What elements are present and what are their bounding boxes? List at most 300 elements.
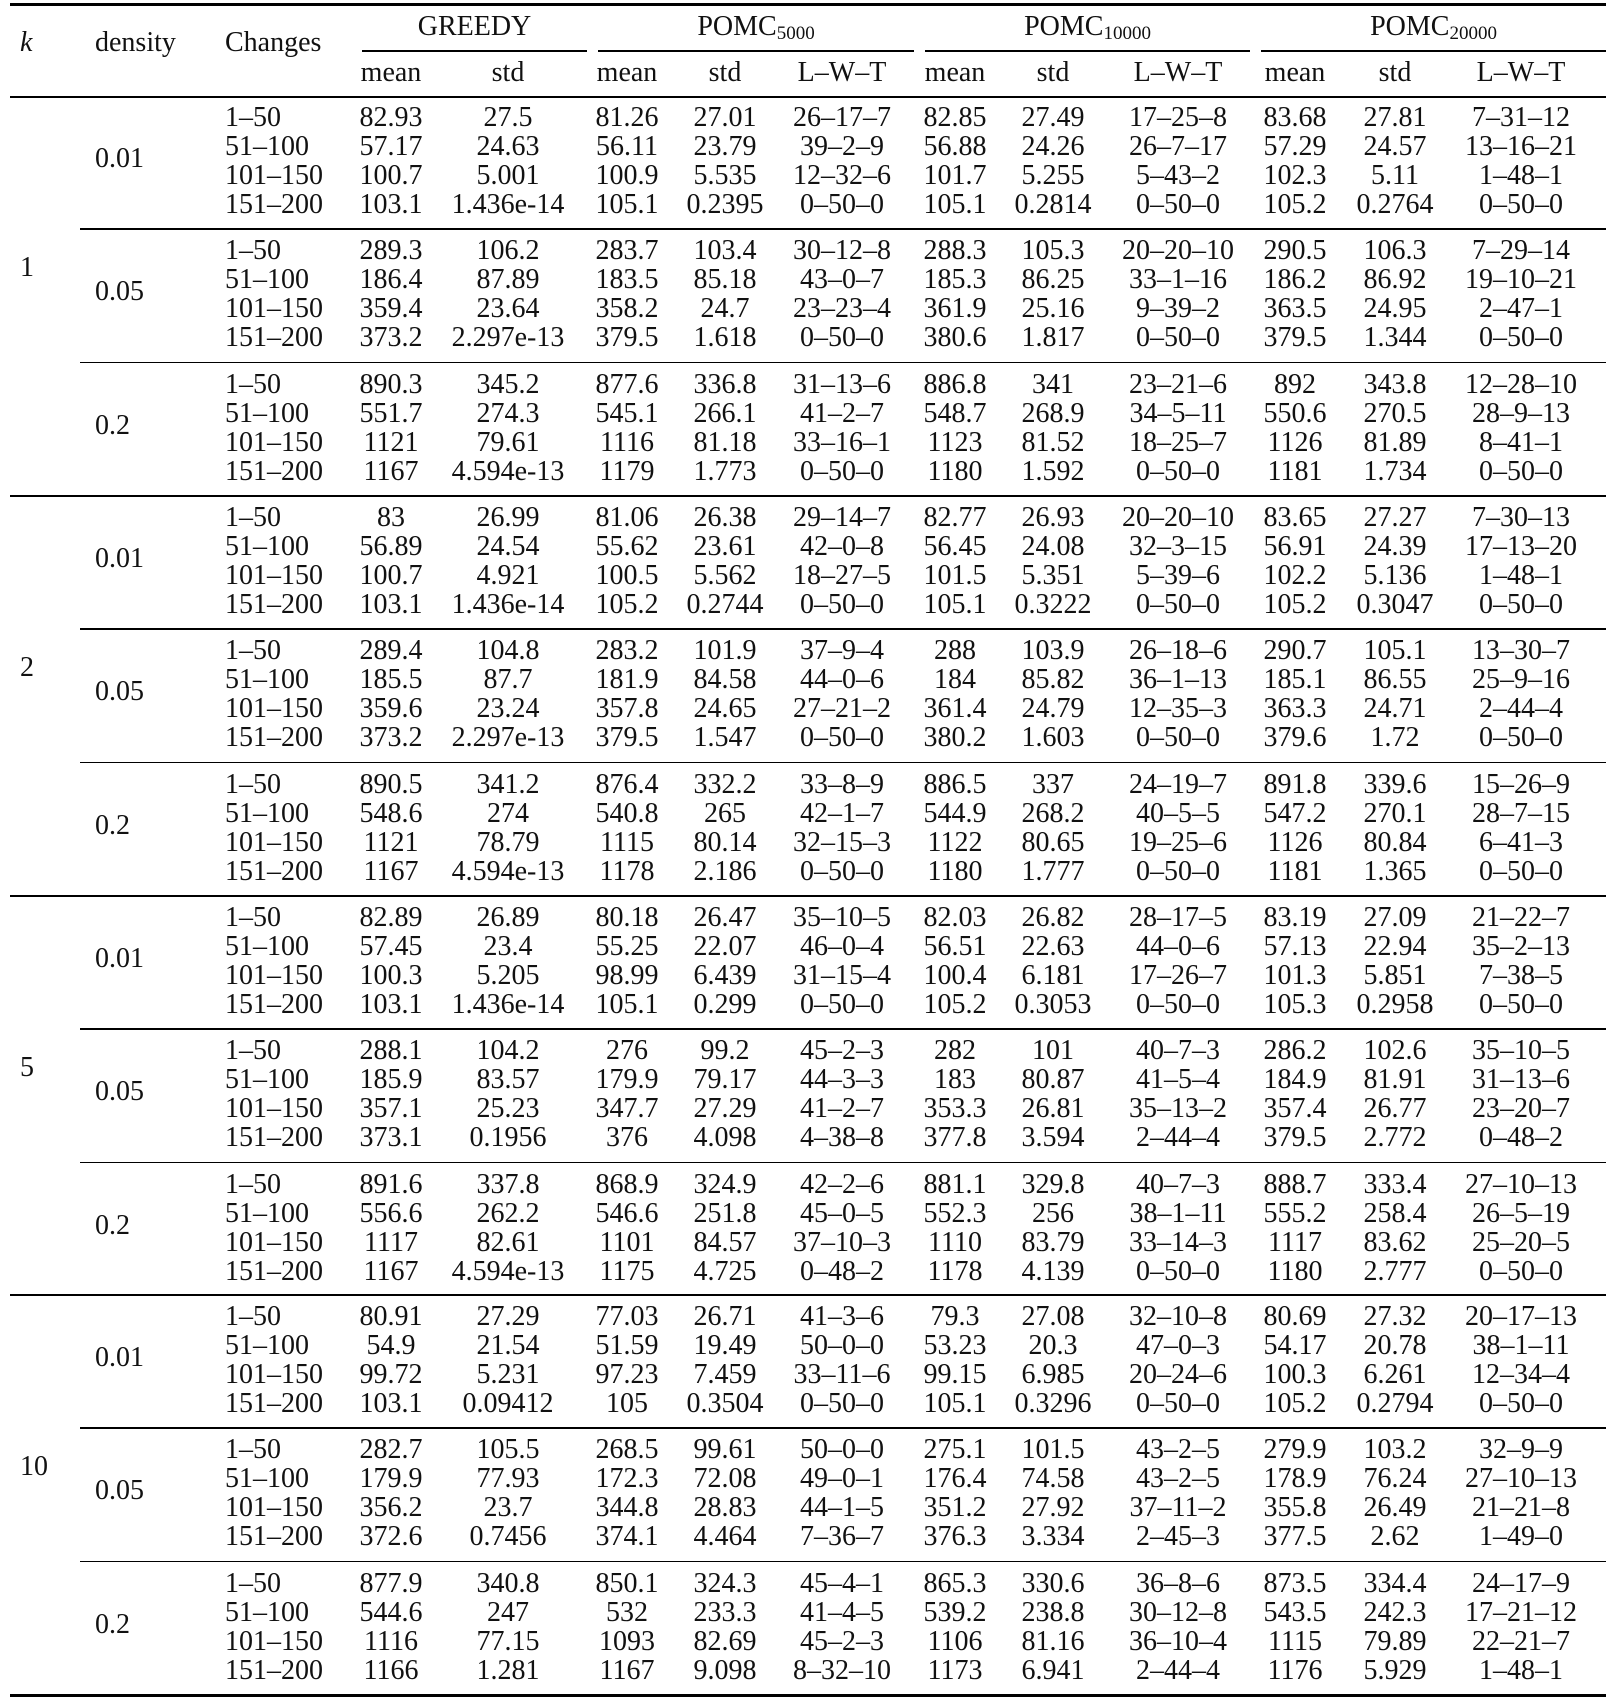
density-group-rule [80,1162,1606,1164]
table-cell: 1179 [599,455,655,487]
table-cell: 24.63 [476,131,540,162]
k-group-rule [10,1294,1606,1296]
table-cell: 24–19–7 [1129,768,1227,800]
table-cell: 85.18 [693,264,757,296]
table-cell: 178.9 [1263,1463,1327,1495]
table-cell: 0.3222 [1014,589,1092,620]
table-cell: 37–9–4 [800,635,884,667]
changes-cell: 151–200 [225,455,323,487]
table-cell: 83.62 [1363,1226,1427,1258]
changes-cell: 1–50 [225,768,281,800]
table-cell: 84.57 [693,1226,757,1258]
table-cell: 56.91 [1263,531,1327,562]
table-cell: 23–23–4 [793,293,891,325]
table-cell: 359.4 [359,293,423,325]
table-cell: 45–4–1 [800,1567,884,1599]
table-cell: 81.91 [1363,1064,1427,1096]
table-cell: 100.4 [923,960,987,991]
table-cell: 1178 [927,1255,983,1287]
table-cell: 1181 [1267,455,1323,487]
table-cell: 256 [1032,1197,1074,1229]
table-cell: 4.921 [476,560,540,591]
changes-cell: 151–200 [225,189,323,220]
table-cell: 101.3 [1263,960,1327,991]
density-value: 0.01 [95,543,144,574]
changes-cell: 51–100 [225,1197,309,1229]
changes-cell: 101–150 [225,1226,323,1258]
table-cell: 26.89 [476,902,540,933]
changes-cell: 151–200 [225,1654,323,1686]
table-cell: 2.62 [1370,1521,1420,1553]
density-value: 0.01 [95,1342,144,1373]
table-cell: 24.54 [476,531,540,562]
table-cell: 1.618 [693,322,757,354]
table-cell: 43–2–5 [1136,1434,1220,1466]
table-cell: 185.5 [359,664,423,696]
table-cell: 345.2 [476,368,540,400]
table-cell: 332.2 [693,768,757,800]
table-cell: 0.299 [693,989,757,1020]
table-cell: 890.3 [359,368,423,400]
table-cell: 258.4 [1363,1197,1427,1229]
table-cell: 21–22–7 [1472,902,1570,933]
table-cell: 13–30–7 [1472,635,1570,667]
table-cell: 27–10–13 [1465,1168,1577,1200]
table-cell: 44–0–6 [800,664,884,696]
table-cell: 1123 [927,426,983,458]
table-cell: 22–21–7 [1472,1625,1570,1657]
changes-cell: 151–200 [225,855,323,887]
table-cell: 57.17 [359,131,423,162]
table-cell: 5.11 [1371,160,1419,191]
table-cell: 1121 [363,426,419,458]
table-cell: 56.51 [923,931,987,962]
table-cell: 35–2–13 [1472,931,1570,962]
table-cell: 184.9 [1263,1064,1327,1096]
changes-cell: 101–150 [225,560,323,591]
table-cell: 17–25–8 [1129,102,1227,133]
table-cell: 57.45 [359,931,423,962]
table-cell: 4–38–8 [800,1122,884,1154]
table-cell: 29–14–7 [793,502,891,533]
table-cell: 5.255 [1021,160,1085,191]
table-cell: 102.3 [1263,160,1327,191]
table-cell: 379.5 [595,322,659,354]
table-cell: 7–36–7 [800,1521,884,1553]
table-cell: 27.32 [1363,1301,1427,1332]
table-cell: 247 [487,1596,529,1628]
table-cell: 0–50–0 [1479,722,1563,754]
table-cell: 55.62 [595,531,659,562]
table-cell: 24.65 [693,693,757,725]
table-cell: 42–1–7 [800,797,884,829]
table-cell: 1.773 [693,455,757,487]
table-cell: 5.136 [1363,560,1427,591]
table-cell: 57.13 [1263,931,1327,962]
subheader-2: mean [596,57,658,88]
changes-cell: 151–200 [225,989,323,1020]
table-cell: 2–44–4 [1479,693,1563,725]
table-cell: 2.297e-13 [451,722,565,754]
changes-cell: 151–200 [225,1255,323,1287]
table-cell: 83.57 [476,1064,540,1096]
table-cell: 85.82 [1021,664,1085,696]
changes-cell: 51–100 [225,931,309,962]
table-cell: 4.464 [693,1521,757,1553]
table-cell: 20–17–13 [1465,1301,1577,1332]
table-cell: 36–1–13 [1129,664,1227,696]
changes-cell: 101–150 [225,160,323,191]
table-cell: 45–2–3 [800,1625,884,1657]
changes-cell: 51–100 [225,797,309,829]
table-cell: 38–1–11 [1129,1197,1227,1229]
changes-cell: 101–150 [225,293,323,325]
table-cell: 26.93 [1021,502,1085,533]
table-cell: 185.3 [923,264,987,296]
table-cell: 1115 [600,826,654,858]
table-cell: 337 [1032,768,1074,800]
table-cell: 105.2 [1263,189,1327,220]
table-cell: 270.5 [1363,397,1427,429]
changes-cell: 51–100 [225,1596,309,1628]
table-cell: 0–50–0 [800,1388,884,1419]
table-cell: 103.4 [693,235,757,267]
table-cell: 356.2 [359,1492,423,1524]
table-cell: 36–8–6 [1136,1567,1220,1599]
table-cell: 4.594e-13 [451,1255,565,1287]
bottom-rule [10,1694,1606,1697]
table-cell: 41–5–4 [1136,1064,1220,1096]
table-cell: 0–50–0 [800,455,884,487]
density-group-rule [80,628,1606,630]
k-value: 10 [20,1451,48,1482]
table-cell: 2.772 [1363,1122,1427,1154]
density-value: 0.01 [95,143,144,174]
table-cell: 22.07 [693,931,757,962]
table-cell: 82.77 [923,502,987,533]
table-cell: 0–50–0 [1479,189,1563,220]
table-cell: 179.9 [595,1064,659,1096]
subheader-9: std [1378,57,1412,88]
table-cell: 49–0–1 [800,1463,884,1495]
table-cell: 0.2744 [686,589,764,620]
table-cell: 0–50–0 [1479,1388,1563,1419]
density-value: 0.05 [95,276,144,308]
changes-cell: 51–100 [225,664,309,696]
header-rule [10,96,1606,98]
table-cell: 888.7 [1263,1168,1327,1200]
header-k: k [20,27,33,58]
subheader-7: L–W–T [1133,57,1223,88]
table-cell: 46–0–4 [800,931,884,962]
table-cell: 100.9 [595,160,659,191]
table-cell: 100.5 [595,560,659,591]
table-cell: 97.23 [595,1359,659,1390]
table-cell: 282 [934,1035,976,1067]
table-cell: 3.594 [1021,1122,1085,1154]
table-cell: 1–48–1 [1479,1654,1563,1686]
table-cell: 23–21–6 [1129,368,1227,400]
table-cell: 100.7 [359,560,423,591]
table-cell: 83.79 [1021,1226,1085,1258]
table-cell: 53.23 [923,1330,987,1361]
table-cell: 31–13–6 [793,368,891,400]
table-cell: 7–30–13 [1472,502,1570,533]
changes-cell: 101–150 [225,426,323,458]
table-cell: 82.93 [359,102,423,133]
table-cell: 100.7 [359,160,423,191]
table-cell: 1.603 [1021,722,1085,754]
table-cell: 2–44–4 [1136,1654,1220,1686]
table-cell: 372.6 [359,1521,423,1553]
table-cell: 32–9–9 [1479,1434,1563,1466]
table-cell: 41–2–7 [800,397,884,429]
table-cell: 84.58 [693,664,757,696]
table-cell: 81.16 [1021,1625,1085,1657]
table-cell: 56.89 [359,531,423,562]
table-cell: 104.8 [476,635,540,667]
table-cell: 80.65 [1021,826,1085,858]
table-cell: 8–41–1 [1479,426,1563,458]
table-cell: 274 [487,797,529,829]
table-cell: 40–7–3 [1136,1168,1220,1200]
density-value: 0.05 [95,1475,144,1507]
k-value: 5 [20,1052,34,1083]
table-cell: 1106 [927,1625,983,1657]
table-cell: 103.2 [1363,1434,1427,1466]
table-cell: 324.9 [693,1168,757,1200]
table-cell: 289.4 [359,635,423,667]
table-cell: 351.2 [923,1492,987,1524]
k-group-rule [10,895,1606,897]
table-cell: 886.8 [923,368,987,400]
table-cell: 5.351 [1021,560,1085,591]
table-cell: 379.5 [1263,1122,1327,1154]
table-cell: 0–50–0 [1136,455,1220,487]
table-cell: 865.3 [923,1567,987,1599]
table-cell: 1.436e-14 [451,989,565,1020]
table-cell: 4.098 [693,1122,757,1154]
table-cell: 892 [1274,368,1316,400]
table-cell: 24.26 [1021,131,1085,162]
table-cell: 344.8 [595,1492,659,1524]
table-cell: 56.11 [596,131,658,162]
table-cell: 290.7 [1263,635,1327,667]
table-cell: 103.1 [359,189,423,220]
table-cell: 80.14 [693,826,757,858]
table-cell: 1166 [363,1654,419,1686]
subheader-3: std [708,57,742,88]
table-cell: 20–24–6 [1129,1359,1227,1390]
table-cell: 1.734 [1363,455,1427,487]
table-cell: 26.49 [1363,1492,1427,1524]
table-cell: 539.2 [923,1596,987,1628]
table-cell: 18–27–5 [793,560,891,591]
subheader-5: mean [924,57,986,88]
table-cell: 33–1–16 [1129,264,1227,296]
table-cell: 1.72 [1370,722,1420,754]
table-cell: 1175 [599,1255,655,1287]
table-cell: 105.1 [1363,635,1427,667]
table-cell: 81.06 [595,502,659,533]
table-cell: 40–5–5 [1136,797,1220,829]
changes-cell: 1–50 [225,1301,281,1332]
table-cell: 27.5 [483,102,533,133]
table-cell: 0.1956 [469,1122,547,1154]
table-cell: 274.3 [476,397,540,429]
table-cell: 0.7456 [469,1521,547,1553]
table-cell: 547.2 [1263,797,1327,829]
table-cell: 1173 [927,1654,983,1686]
table-cell: 43–0–7 [800,264,884,296]
table-cell: 83.19 [1263,902,1327,933]
table-cell: 289.3 [359,235,423,267]
table-cell: 82.89 [359,902,423,933]
density-group-rule [80,1427,1606,1429]
table-cell: 186.4 [359,264,423,296]
table-cell: 0.09412 [462,1388,554,1419]
table-cell: 77.03 [595,1301,659,1332]
table-cell: 83 [377,502,405,533]
table-cell: 7–38–5 [1479,960,1563,991]
table-cell: 20–20–10 [1122,235,1234,267]
table-cell: 24.95 [1363,293,1427,325]
table-cell: 0–50–0 [1479,322,1563,354]
table-cell: 0.3047 [1356,589,1434,620]
table-cell: 27.29 [693,1093,757,1125]
table-cell: 881.1 [923,1168,987,1200]
table-cell: 339.6 [1363,768,1427,800]
table-cell: 44–1–5 [800,1492,884,1524]
table-cell: 27.29 [476,1301,540,1332]
table-cell: 1.436e-14 [451,189,565,220]
table-cell: 7.459 [693,1359,757,1390]
changes-cell: 1–50 [225,1035,281,1067]
table-cell: 0–50–0 [800,189,884,220]
table-cell: 0.3296 [1014,1388,1092,1419]
table-cell: 101.5 [923,560,987,591]
table-cell: 556.6 [359,1197,423,1229]
table-cell: 1178 [599,855,655,887]
table-cell: 27.01 [693,102,757,133]
table-cell: 251.8 [693,1197,757,1229]
table-cell: 183 [934,1064,976,1096]
table-cell: 99.72 [359,1359,423,1390]
table-cell: 105.1 [595,189,659,220]
table-cell: 18–25–7 [1129,426,1227,458]
table-cell: 28.83 [693,1492,757,1524]
table-cell: 552.3 [923,1197,987,1229]
table-cell: 99.15 [923,1359,987,1390]
table-cell: 545.1 [595,397,659,429]
table-cell: 25.23 [476,1093,540,1125]
table-cell: 334.4 [1363,1567,1427,1599]
table-cell: 35–10–5 [793,902,891,933]
changes-cell: 101–150 [225,1625,323,1657]
table-cell: 4.725 [693,1255,757,1287]
table-cell: 546.6 [595,1197,659,1229]
table-cell: 268.9 [1021,397,1085,429]
table-cell: 0–48–2 [800,1255,884,1287]
table-cell: 105.2 [595,589,659,620]
table-cell: 340.8 [476,1567,540,1599]
table-cell: 25–9–16 [1472,664,1570,696]
table-cell: 105.2 [923,989,987,1020]
table-cell: 288 [934,635,976,667]
subheader-8: mean [1264,57,1326,88]
table-cell: 361.9 [923,293,987,325]
table-cell: 77.93 [476,1463,540,1495]
table-cell: 186.2 [1263,264,1327,296]
table-cell: 26.81 [1021,1093,1085,1125]
table-cell: 337.8 [476,1168,540,1200]
table-cell: 0.2764 [1356,189,1434,220]
table-cell: 1181 [1267,855,1323,887]
table-cell: 8–32–10 [793,1654,891,1686]
table-cell: 28–9–13 [1472,397,1570,429]
table-cell: 100.3 [1263,1359,1327,1390]
table-cell: 1176 [1267,1654,1323,1686]
table-cell: 0–50–0 [800,322,884,354]
table-cell: 87.89 [476,264,540,296]
table-cell: 379.5 [1263,322,1327,354]
table-cell: 1122 [927,826,983,858]
table-cell: 532 [606,1596,648,1628]
table-cell: 353.3 [923,1093,987,1125]
table-cell: 102.6 [1363,1035,1427,1067]
table-cell: 1–48–1 [1479,560,1563,591]
table-cell: 44–0–6 [1136,931,1220,962]
table-cell: 17–26–7 [1129,960,1227,991]
table-cell: 891.8 [1263,768,1327,800]
table-cell: 105.3 [1021,235,1085,267]
table-cell: 270.1 [1363,797,1427,829]
table-cell: 103.1 [359,1388,423,1419]
table-cell: 103.1 [359,989,423,1020]
table-cell: 242.3 [1363,1596,1427,1628]
table-cell: 34–5–11 [1129,397,1227,429]
subheader-10: L–W–T [1476,57,1566,88]
table-cell: 540.8 [595,797,659,829]
header-pomc5000: $POMC_{5000}$ [697,11,815,44]
table-cell: 50–0–0 [800,1434,884,1466]
table-cell: 33–11–6 [793,1359,891,1390]
changes-cell: 51–100 [225,264,309,296]
changes-cell: 101–150 [225,1359,323,1390]
table-cell: 5–43–2 [1136,160,1220,191]
density-group-rule [80,362,1606,364]
table-cell: 20.3 [1028,1330,1078,1361]
changes-cell: 151–200 [225,722,323,754]
table-cell: 1116 [364,1625,418,1657]
table-cell: 233.3 [693,1596,757,1628]
table-cell: 54.9 [366,1330,416,1361]
table-cell: 82.61 [476,1226,540,1258]
table-cell: 21.54 [476,1330,540,1361]
table-cell: 41–4–5 [800,1596,884,1628]
table-cell: 101.7 [923,160,987,191]
changes-cell: 51–100 [225,131,309,162]
table-cell: 87.7 [483,664,533,696]
table-cell: 38–1–11 [1472,1330,1570,1361]
table-cell: 380.6 [923,322,987,354]
table-cell: 27.27 [1363,502,1427,533]
table-cell: 1.281 [476,1654,540,1686]
changes-cell: 51–100 [225,1330,309,1361]
table-cell: 0–50–0 [1136,189,1220,220]
table-cell: 80.87 [1021,1064,1085,1096]
table-cell: 0–50–0 [1479,855,1563,887]
